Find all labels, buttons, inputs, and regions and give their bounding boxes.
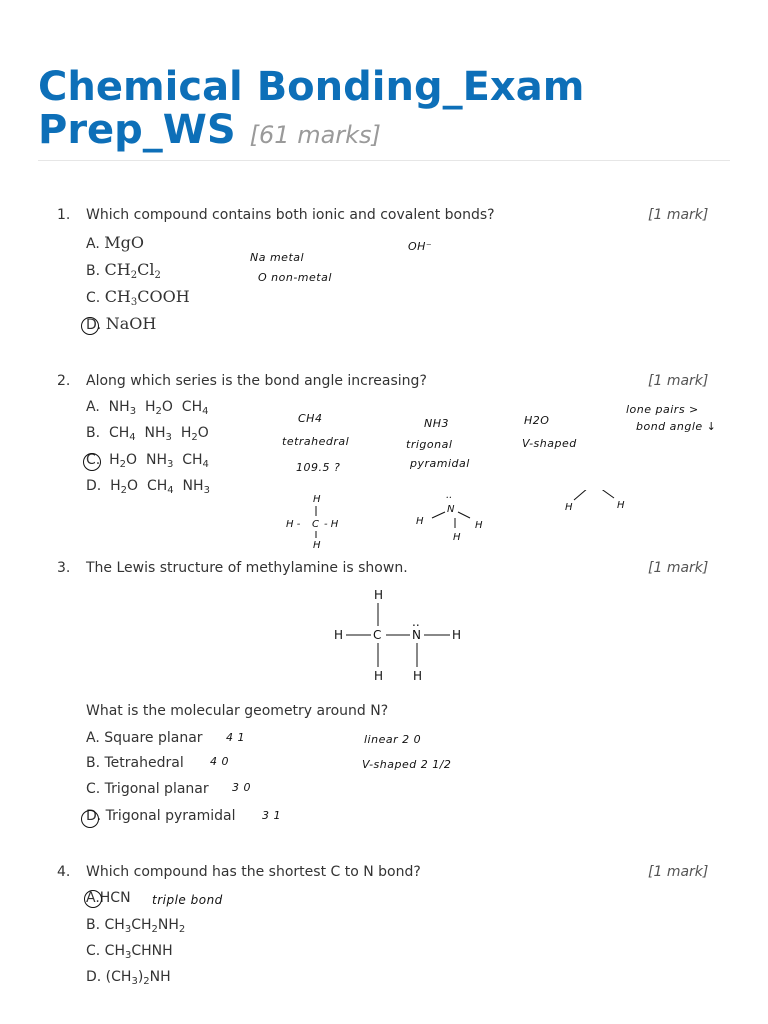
question-subtext: What is the molecular geometry around N?	[86, 703, 389, 719]
option-a: A. $NH_3$ $H_2O$ $CH_4$	[86, 399, 209, 417]
handwritten-note: tetrahedral	[282, 435, 350, 448]
question-marks: [1 mark]	[648, 207, 709, 223]
handwritten-note: 4 0	[210, 755, 229, 768]
option-a: A.HCN	[86, 890, 131, 906]
option-c: C. $CH_3COOH$	[86, 287, 190, 308]
handwritten-note: OH⁻	[408, 240, 433, 253]
handwritten-sketches	[280, 490, 660, 552]
svg-text:H: H	[475, 520, 483, 531]
handwritten-note: 3 0	[232, 781, 251, 794]
option-c: C. Trigonal planar	[86, 781, 209, 797]
handwritten-note: triple bond	[152, 893, 223, 907]
question-marks: [1 mark]	[648, 864, 709, 880]
option-c: C. $CH_3CHNH$	[86, 943, 173, 961]
svg-text:C: C	[312, 519, 319, 530]
svg-text:H: H	[416, 516, 424, 527]
handwritten-note: 109.5 ?	[296, 461, 341, 474]
question-text: Which compound has the shortest C to N bond?	[86, 864, 421, 880]
option-b: B. $CH_3CH_2NH_2$	[86, 917, 186, 935]
option-a: A. Square planar	[86, 730, 203, 746]
handwritten-note: CH4	[298, 412, 323, 425]
svg-text:- H: - H	[324, 519, 339, 530]
question-marks: [1 mark]	[648, 373, 709, 389]
atom-h-left: H	[334, 628, 344, 642]
option-a: A. MgO	[86, 233, 144, 252]
question-number: 4.	[57, 864, 71, 880]
question-number: 2.	[57, 373, 71, 389]
handwritten-note: NH3	[424, 417, 449, 430]
question-number: 1.	[57, 207, 71, 223]
selected-answer-circle	[81, 317, 99, 335]
question-text: Which compound contains both ionic and covalent bonds?	[86, 207, 495, 223]
handwritten-note: H2O	[524, 414, 550, 427]
option-c: C. $H_2O$ $NH_3$ $CH_4$	[86, 452, 209, 470]
svg-text:H: H	[453, 532, 461, 543]
atom-h-bottom-c: H	[374, 669, 384, 683]
svg-text:H -: H -	[286, 519, 301, 530]
h2o-sketch	[565, 490, 625, 513]
handwritten-note: V-shaped	[522, 437, 577, 450]
svg-text:H: H	[617, 500, 625, 511]
option-d: D. $(CH_3)_2NH$	[86, 969, 171, 987]
handwritten-note: lone pairs >	[626, 403, 699, 416]
selected-answer-circle	[84, 890, 102, 908]
svg-text:..: ..	[446, 490, 453, 501]
atom-h-bottom-n: H	[413, 669, 423, 683]
page-title	[38, 66, 728, 157]
option-d: D. Trigonal pyramidal	[86, 808, 236, 824]
question-text: The Lewis structure of methylamine is shown.	[86, 560, 408, 576]
handwritten-note: O non-metal	[258, 271, 332, 284]
option-b: B. $CH_2Cl_2$	[86, 260, 161, 281]
option-b: B. Tetrahedral	[86, 755, 184, 771]
handwritten-note: 3 1	[262, 809, 281, 822]
title-text: Chemical Bonding_Exam Prep_WS	[38, 64, 585, 153]
divider	[38, 160, 730, 161]
nh3-sketch	[416, 490, 483, 543]
handwritten-note: pyramidal	[410, 457, 470, 470]
ch4-sketch	[286, 494, 339, 551]
question-marks: [1 mark]	[648, 560, 709, 576]
atom-h-top: H	[374, 588, 384, 602]
handwritten-note: Na metal	[250, 251, 305, 264]
svg-text:N: N	[447, 504, 455, 515]
svg-text:H: H	[313, 540, 321, 551]
svg-text:H: H	[565, 502, 573, 513]
option-d: D. NaOH	[86, 314, 157, 333]
atom-n: N	[412, 628, 421, 642]
handwritten-note: linear 2 0	[364, 733, 422, 746]
svg-text:H: H	[313, 494, 321, 505]
option-b: B. $CH_4$ $NH_3$ $H_2O$	[86, 425, 209, 443]
option-d: D. $H_2O$ $CH_4$ $NH_3$	[86, 478, 210, 496]
question-text: Along which series is the bond angle increasing?	[86, 373, 427, 389]
selected-answer-circle	[81, 810, 99, 828]
svg-text:..: ..	[412, 615, 420, 629]
atom-h-right: H	[452, 628, 462, 642]
total-marks: [61 marks]	[249, 121, 381, 149]
atom-c: C	[373, 628, 382, 642]
selected-answer-circle	[83, 453, 101, 471]
handwritten-note: bond angle ↓	[636, 420, 717, 433]
handwritten-note: V-shaped 2 1/2	[362, 758, 452, 771]
handwritten-note: trigonal	[406, 438, 453, 451]
lewis-structure-methylamine	[326, 583, 476, 688]
question-number: 3.	[57, 560, 71, 576]
handwritten-note: 4 1	[226, 731, 245, 744]
